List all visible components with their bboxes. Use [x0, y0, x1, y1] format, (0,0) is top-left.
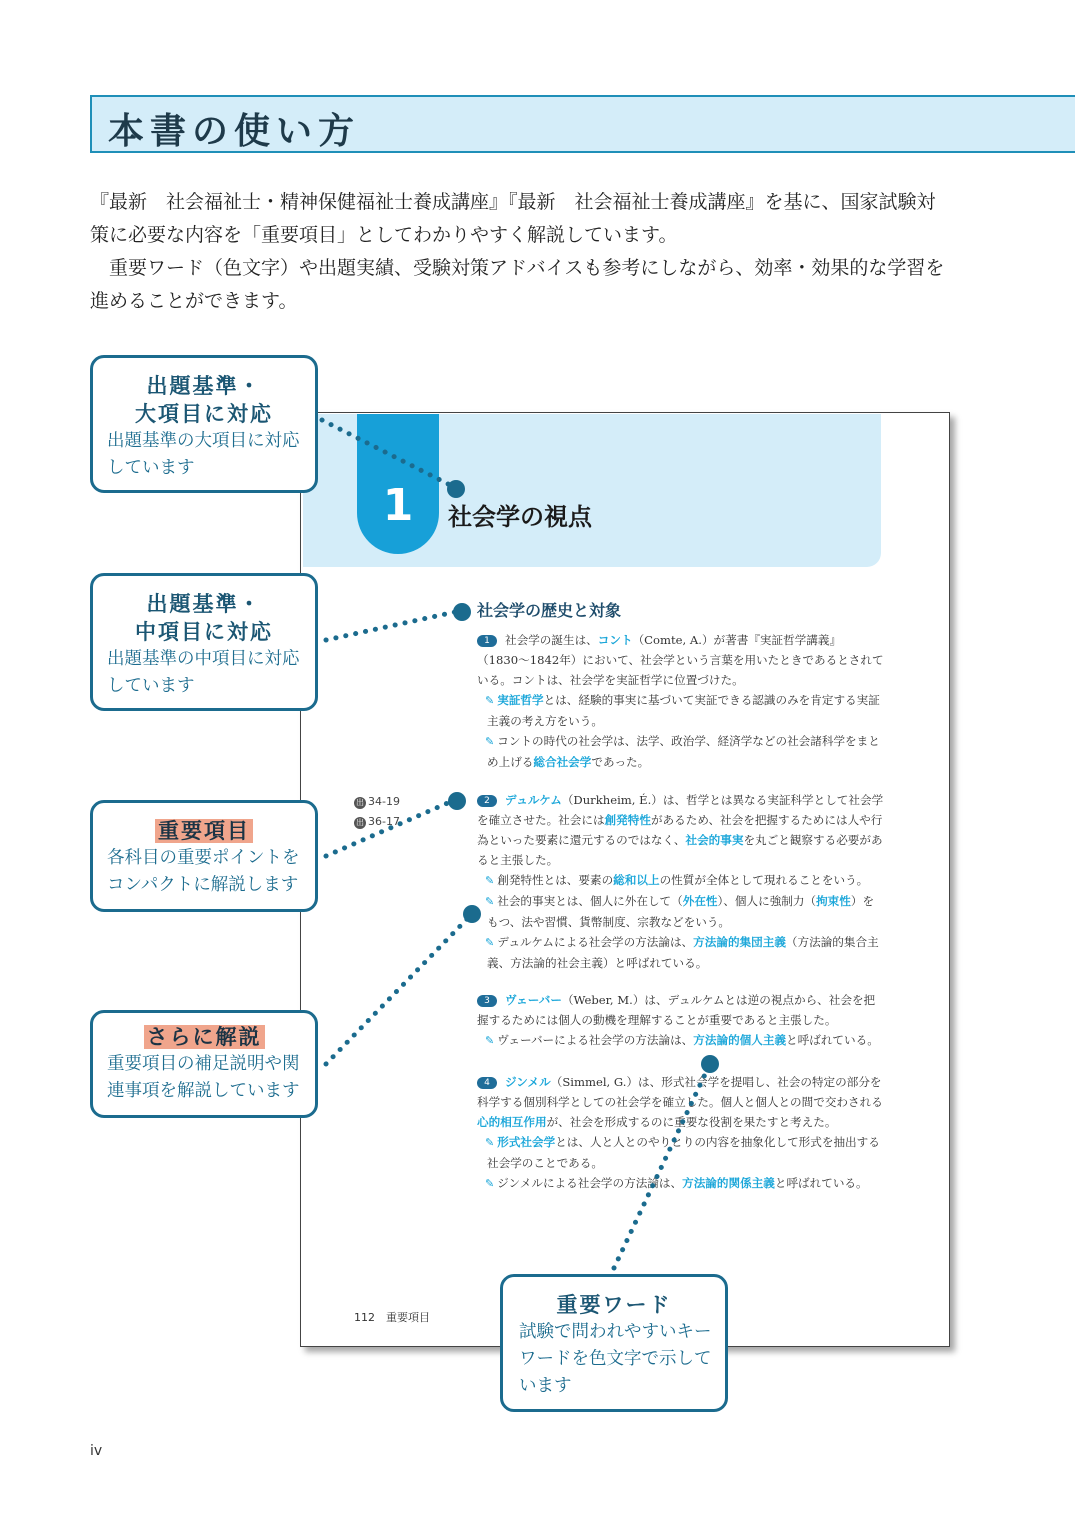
keyword: ジンメル: [505, 1075, 551, 1089]
note-text: ジンメルによる社会学の方法論は、: [497, 1176, 683, 1190]
callout-title: さらに解説: [144, 1025, 265, 1049]
note-text: （方法論的集合主義、方法論的社会主義）と呼ばれている。: [487, 935, 879, 970]
keyword: コント: [597, 633, 633, 647]
item-2: [477, 790, 885, 973]
note-text: ヴェーバーによる社会学の方法論は、: [497, 1033, 694, 1047]
item-text: があるため、社会を把握するためには人や行為といった要素に還元するのではなく、: [477, 813, 883, 847]
callout-important-item: [90, 800, 318, 912]
note-text: ）、個人に強制力（: [717, 894, 817, 908]
page-title: 本書の使い方: [108, 111, 361, 152]
note-text: デュルケムによる社会学の方法論は、: [497, 935, 694, 949]
chapter-title: 社会学の視点: [448, 503, 592, 531]
exam-reference-tags: [354, 792, 400, 832]
item-text: （Simmel, G.）は、形式社会学を提唱し、社会の特定の部分を科学する個別科学としての社会学を確立した。個人と個人との間で交わされる: [477, 1075, 883, 1109]
note-text: とは、経験的事実に基づいて実証できる認識のみを肯定する実証主義の考え方をいう。: [487, 693, 880, 728]
ref-tag: [354, 792, 400, 812]
callout-further-explanation: [90, 1010, 318, 1118]
callout-middle-item: [90, 573, 318, 711]
pencil-icon: ✎: [485, 936, 495, 949]
section-title: 社会学の歴史と対象: [477, 601, 622, 620]
note: [477, 1030, 885, 1051]
pencil-icon: ✎: [485, 1034, 495, 1047]
page-title-bar: [90, 95, 1075, 153]
keyword: 外在性: [682, 894, 718, 908]
item-4: [477, 1072, 885, 1194]
item-number-badge: 1: [477, 635, 497, 647]
page-number: iv: [90, 1443, 103, 1459]
ref-tag: [354, 812, 400, 832]
exam-icon: 出: [356, 798, 364, 807]
note-text: ）をもつ、法や習慣、貨幣制度、宗教などをいう。: [487, 894, 875, 929]
item-text: を丸ごと観察する必要があると主張した。: [477, 833, 883, 867]
note-text: コントの時代の社会学は、法学、政治学、経済学などの社会諸科学をまとめ上げる: [487, 734, 880, 769]
item-text: （Comte, A.）が著書『実証哲学講義』（1830〜1842年）において、社会学という言葉を用いたときであるとされている。コントは、社会学を実証哲学に位置づけた。: [477, 633, 884, 687]
note: [477, 932, 885, 973]
note: [477, 731, 885, 772]
callout-major-item: [90, 355, 318, 493]
note-text: と呼ばれている。: [774, 1176, 868, 1190]
keyword: 創発特性: [604, 813, 651, 827]
keyword: 社会的事実: [685, 833, 744, 847]
callout-keyword: [500, 1274, 728, 1412]
note: [477, 891, 885, 932]
intro-text: [90, 186, 950, 318]
keyword: デュルケム: [505, 793, 562, 807]
keyword: 総合社会学: [533, 755, 592, 769]
callout-description: 試験で問われやすいキーワードを色文字で示しています: [519, 1322, 712, 1396]
keyword: 方法論的集団主義: [693, 935, 786, 949]
note: [477, 1132, 885, 1173]
sample-page-footer: 112 重要項目: [354, 1311, 430, 1324]
pencil-icon: ✎: [485, 1136, 495, 1149]
callout-description: 出題基準の中項目に対応しています: [107, 649, 300, 696]
note-text: の性質が全体として現れることをいう。: [659, 873, 869, 887]
note-text: 社会的事実とは、個人に外在して（: [497, 894, 683, 908]
item-1: [477, 630, 885, 772]
keyword: ヴェーバー: [505, 993, 562, 1007]
ref-number: 36-17: [368, 815, 400, 828]
note: [477, 690, 885, 731]
callout-title: 出題基準・: [146, 592, 262, 616]
note: [477, 1173, 885, 1194]
callout-title: 中項目に対応: [135, 620, 273, 644]
ref-number: 34-19: [368, 795, 400, 808]
callout-description: 重要項目の補足説明や関連事項を解説しています: [107, 1054, 300, 1101]
item-number-badge: 4: [477, 1077, 497, 1089]
chapter-number: 1: [382, 480, 414, 531]
exam-icon: 出: [356, 818, 364, 827]
callout-title: 重要ワード: [556, 1293, 672, 1317]
pencil-icon: ✎: [485, 694, 495, 707]
keyword: 心的相互作用: [477, 1115, 547, 1129]
item-text: が、社会を形成するのに重要な役割を果たすと考えた。: [546, 1115, 837, 1129]
intro-paragraph-2: 重要ワード（色文字）や出題実績、受験対策アドバイスも参考にしながら、効率・効果的な学習を進めることができます。: [90, 257, 945, 312]
item-3: [477, 990, 885, 1051]
note-text: とは、人と人とのやりとりの内容を抽象化して形式を抽出する社会学のことである。: [487, 1135, 880, 1170]
callout-title: 大項目に対応: [135, 402, 273, 426]
item-text: （Durkheim, É.）は、哲学とは異なる実証科学として社会学を確立させた。社会には: [477, 793, 884, 827]
note-text: であった。: [591, 755, 650, 769]
callout-description: 各科目の重要ポイントをコンパクトに解説します: [107, 848, 300, 895]
item-text: （Weber, M.）は、デュルケムとは逆の視点から、社会を把握するためには個人の動機を理解することが重要であると主張した。: [477, 993, 876, 1027]
pencil-icon: ✎: [485, 1177, 495, 1190]
callout-title: 重要項目: [155, 819, 253, 843]
pencil-icon: ✎: [485, 874, 495, 887]
callout-title: 出題基準・: [146, 374, 262, 398]
keyword: 方法論的関係主義: [682, 1176, 775, 1190]
pencil-icon: ✎: [485, 735, 495, 748]
intro-paragraph-1: 『最新 社会福祉士・精神保健福祉士養成講座』『最新 社会福祉士養成講座』を基に、国家試験対策に必要な内容を「重要項目」としてわかりやすく解説しています。: [90, 191, 936, 246]
item-text: 社会学の誕生は、: [505, 633, 598, 647]
keyword: 実証哲学: [497, 693, 544, 707]
item-number-badge: 2: [477, 795, 497, 807]
keyword: 方法論的個人主義: [693, 1033, 787, 1047]
item-number-badge: 3: [477, 995, 497, 1007]
note: [477, 870, 885, 891]
keyword: 拘束性: [816, 894, 851, 908]
keyword: 総和以上: [613, 873, 660, 887]
pencil-icon: ✎: [485, 895, 495, 908]
keyword: 形式社会学: [497, 1135, 556, 1149]
note-text: 創発特性とは、要素の: [497, 873, 614, 887]
callout-description: 出題基準の大項目に対応しています: [107, 431, 300, 478]
note-text: と呼ばれている。: [786, 1033, 879, 1047]
